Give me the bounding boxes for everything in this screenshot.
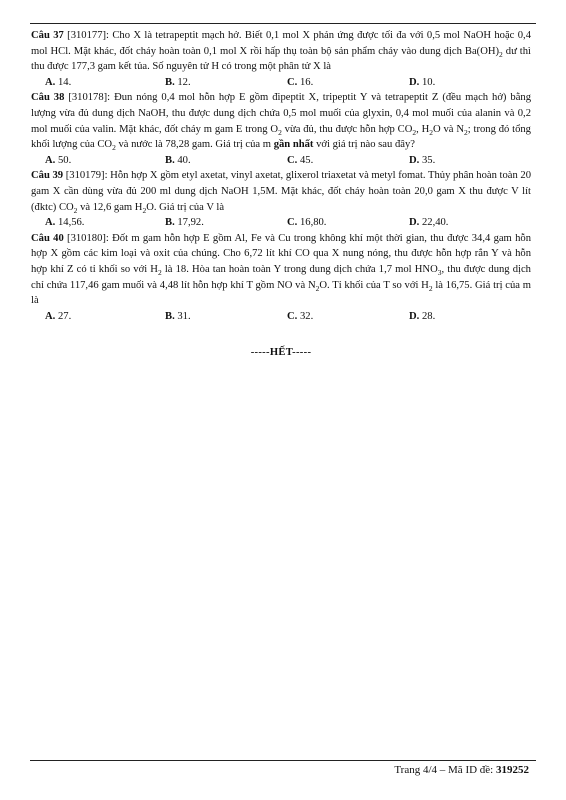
question-text [31, 231, 531, 309]
option-value: 35. [421, 154, 436, 166]
answer-option [287, 75, 409, 91]
option-value: 14. [57, 76, 72, 88]
option-value: 16. [299, 76, 314, 88]
answer-option [31, 215, 165, 231]
option-value: 50. [57, 154, 72, 166]
answer-option [165, 75, 287, 91]
option-value: 12. [177, 76, 191, 88]
question-text [31, 28, 531, 75]
answer-option [31, 153, 165, 169]
exam-content [31, 28, 531, 361]
question-body: [310178]: Đun nóng 0,4 mol hỗn hợp E gồm đipeptit X, tripeptit Y và tetrapeptit Z (đều mạch hở) bằng lượng vừa đủ dung dịch NaOH, thu được dung dịch chứa 0,5 mol muối của glyxin, 0,4 mol muối của alanin và 0,2 mol muối của valin. Mặt khác, đốt cháy m gam E trong $O_2$ vừa đủ, thu được hỗn hợp $CO_2$, $H_2O$ và $N_2$; trong đó tổng khối lượng của $CO_2$ và nước là 78,28 gam. Giá trị của m gần nhất với giá trị nào sau đây? [31, 92, 531, 153]
option-value: 45. [299, 154, 314, 166]
option-letter: D. [409, 217, 420, 229]
answer-options [31, 309, 531, 325]
option-letter: B. [165, 76, 175, 88]
question-block [31, 231, 531, 325]
option-letter: C. [287, 310, 298, 322]
answer-option [165, 153, 287, 169]
question-label: Câu 37 [31, 30, 64, 41]
option-letter: A. [45, 310, 56, 322]
answer-options [31, 215, 531, 231]
option-value: 32. [299, 310, 314, 322]
option-letter: B. [165, 310, 175, 322]
answer-option [409, 153, 509, 169]
option-value: 27. [57, 310, 72, 322]
question-block [31, 90, 531, 168]
option-value: 17,92. [177, 217, 204, 229]
option-letter: D. [409, 310, 420, 322]
answer-option [287, 309, 409, 325]
question-text [31, 90, 531, 152]
question-block [31, 28, 531, 90]
question-block [31, 168, 531, 230]
answer-option [409, 309, 509, 325]
option-value: 22,40. [421, 217, 449, 229]
question-label: Câu 39 [31, 170, 64, 182]
answer-options [31, 75, 531, 91]
answer-option [31, 309, 165, 325]
question-text [31, 168, 531, 215]
footer-page-text: Trang 4/4 – Mã ID đề: [394, 764, 496, 776]
option-value: 40. [177, 154, 191, 166]
answer-option [409, 215, 509, 231]
question-body: [310180]: Đốt m gam hỗn hợp E gồm Al, Fe và Cu trong không khí một thời gian, thu được 34,4 gam hỗn hợp X gồm các kim loại và oxit của chúng. Cho 6,72 lít khí CO qua X nung nóng, thu được hỗn hợp rắn Y và hỗn hợp khí Z có tỉ khối so với $H_2$ là 18. Hòa tan hoàn toàn Y trong dung dịch chứa 1,7 mol $HNO_3$, thu được dung dịch chỉ chứa 117,46 gam muối và 4,48 lít hỗn hợp khí T gồm NO và $N_2O$. Tỉ khối của T so với $H_2$ là 16,75. Giá trị của m là [31, 232, 531, 307]
answer-option [287, 153, 409, 169]
page-footer [394, 764, 529, 776]
answer-options [31, 153, 531, 169]
option-letter: D. [409, 76, 420, 88]
option-letter: C. [287, 154, 298, 166]
option-value: 31. [177, 310, 191, 322]
option-value: 16,80. [299, 217, 327, 229]
option-value: 10. [421, 76, 436, 88]
option-letter: B. [165, 217, 175, 229]
question-list [31, 28, 531, 324]
question-body: [310177]: Cho X là tetrapeptit mạch hở. Biết 0,1 mol X phản ứng được tối đa với 0,5 mol NaOH hoặc 0,4 mol HCl. Mặt khác, đốt cháy hoàn toàn 0,1 mol X rồi hấp thụ toàn bộ sản phẩm cháy vào dung dịch $Ba(OH)_2$ dư thì thu được 177,3 gam kết tủa. Số nguyên tử H có trong một phân tử X là [31, 30, 531, 73]
end-marker: -----HẾT----- [250, 347, 312, 359]
answer-option [409, 75, 509, 91]
answer-option [165, 309, 287, 325]
option-value: 28. [421, 310, 436, 322]
footer-exam-id: 319252 [496, 764, 529, 776]
option-letter: A. [45, 154, 56, 166]
bottom-divider [30, 760, 536, 761]
question-body: [310179]: Hỗn hợp X gồm etyl axetat, vinyl axetat, glixerol triaxetat và metyl fomat. Thủy phân hoàn toàn 20 gam X cần dùng vừa đủ 200 ml dung dịch NaOH 1,5M. Mặt khác, đốt cháy hoàn toàn 20,0 gam X thu được V lít (đktc) $CO_2$ và 12,6 gam $H_2O$. Giá trị của V là [31, 170, 531, 215]
option-value: 14,56. [57, 217, 85, 229]
option-letter: C. [287, 217, 298, 229]
option-letter: D. [409, 154, 420, 166]
question-label: Câu 38 [31, 92, 65, 104]
answer-option [287, 215, 409, 231]
option-letter: A. [45, 76, 56, 88]
question-label: Câu 40 [31, 232, 64, 244]
answer-option [165, 215, 287, 231]
option-letter: A. [45, 217, 56, 229]
option-letter: B. [165, 154, 175, 166]
option-letter: C. [287, 76, 298, 88]
top-divider [30, 23, 536, 24]
answer-option [31, 75, 165, 91]
